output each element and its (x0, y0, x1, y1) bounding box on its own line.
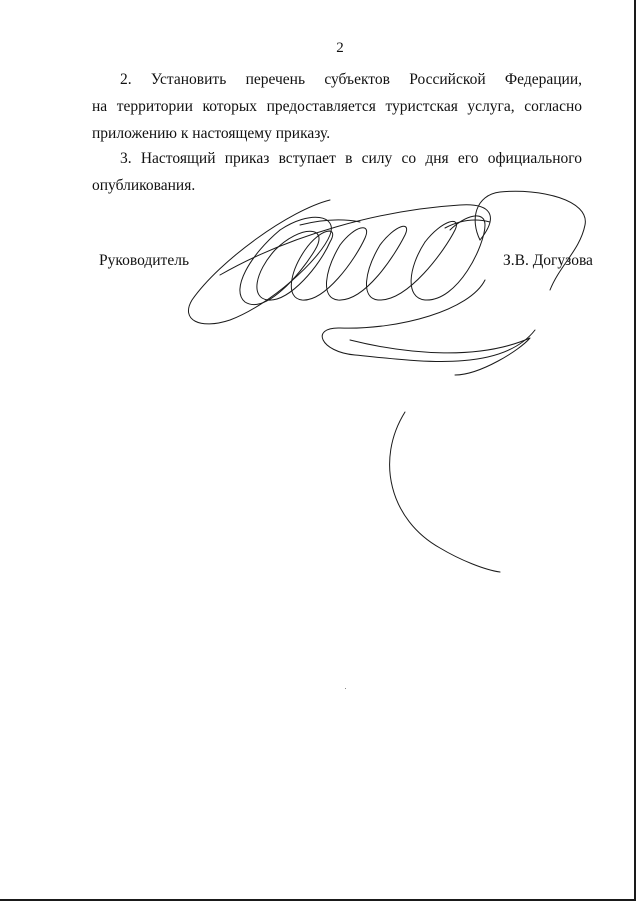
paragraph-2-line-3: приложению к настоящему приказу. (92, 125, 331, 142)
paragraph-2-line-1: 2. Установить перечень субъектов Российской Федерации, (120, 71, 582, 88)
scan-speck (345, 688, 346, 689)
paragraph-3-line-2: опубликования. (92, 177, 196, 194)
signer-title: Руководитель (99, 252, 190, 269)
paragraph-2-line-2: на территории которых предоставляется туристская услуга, согласно (92, 98, 582, 115)
paragraph-3-line-1: 3. Настоящий приказ вступает в силу со дня его официального (120, 150, 582, 167)
handwritten-signature (180, 180, 600, 580)
signer-name: З.В. Догузова (503, 252, 593, 269)
paragraph-2 (92, 66, 582, 147)
page-number: 2 (336, 40, 344, 56)
